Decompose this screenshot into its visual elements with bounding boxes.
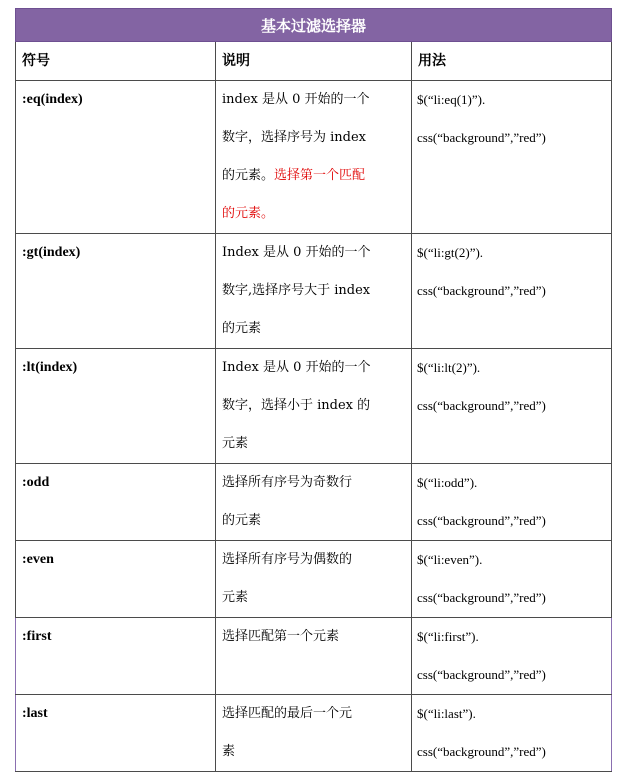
usage-line: $(“li:even”). [417, 552, 483, 567]
description-line: index 是从 0 开始的一个 [222, 92, 370, 107]
description-line: 数字,选择序号大于 index [222, 283, 371, 298]
description-cell [216, 234, 412, 349]
header-row [16, 42, 612, 81]
description-cell [216, 464, 412, 541]
usage-line: $(“li:lt(2)”). [417, 360, 481, 375]
usage-line: css(“background”,”red”) [417, 283, 546, 298]
table-row [16, 541, 612, 618]
usage-cell [412, 618, 612, 695]
usage-line: css(“background”,”red”) [417, 513, 546, 528]
symbol-cell: :last [16, 695, 216, 772]
description-line: 数字，选择序号为 index [222, 130, 367, 145]
description-line: Index 是从 0 开始的一个 [222, 245, 371, 260]
description-cell [216, 81, 412, 234]
table-row [16, 81, 612, 234]
header-description: 说明 [216, 42, 412, 81]
description-line: 选择匹配的最后一个元 [222, 706, 353, 721]
table-row [16, 349, 612, 464]
usage-line: $(“li:eq(1)”). [417, 92, 486, 107]
table-row [16, 464, 612, 541]
description-cell [216, 695, 412, 772]
description-line: 选择所有序号为偶数的 [222, 552, 353, 567]
description-line [222, 157, 407, 195]
symbol-cell: :gt(index) [16, 234, 216, 349]
description-line: 的元素 [222, 321, 262, 336]
description-line: 元素 [222, 436, 249, 451]
highlight-line: 的元素。 [222, 206, 275, 221]
description-cell [216, 618, 412, 695]
usage-line: css(“background”,”red”) [417, 398, 546, 413]
description-cell [216, 349, 412, 464]
usage-line: css(“background”,”red”) [417, 667, 546, 682]
table-row [16, 618, 612, 695]
usage-line: $(“li:odd”). [417, 475, 478, 490]
header-usage: 用法 [412, 42, 612, 81]
filter-selector-table [15, 8, 612, 772]
usage-cell [412, 349, 612, 464]
usage-line: $(“li:last”). [417, 706, 476, 721]
usage-cell [412, 464, 612, 541]
description-cell [216, 541, 412, 618]
usage-line: $(“li:gt(2)”). [417, 245, 484, 260]
header-symbol: 符号 [16, 42, 216, 81]
table-row [16, 234, 612, 349]
description-line: 的元素 [222, 513, 262, 528]
usage-cell [412, 695, 612, 772]
symbol-cell: :eq(index) [16, 81, 216, 234]
symbol-cell: :lt(index) [16, 349, 216, 464]
description-line: 选择所有序号为奇数行 [222, 475, 353, 490]
usage-cell [412, 541, 612, 618]
symbol-cell: :even [16, 541, 216, 618]
symbol-cell: :odd [16, 464, 216, 541]
usage-cell [412, 234, 612, 349]
description-line: 素 [222, 744, 236, 759]
usage-line: css(“background”,”red”) [417, 590, 546, 605]
highlight-text: 选择第一个匹配 [274, 168, 366, 183]
symbol-cell: :first [16, 618, 216, 695]
description-line: 选择匹配第一个元素 [222, 629, 340, 644]
usage-line: css(“background”,”red”) [417, 130, 546, 145]
usage-line: css(“background”,”red”) [417, 744, 546, 759]
description-line: Index 是从 0 开始的一个 [222, 360, 371, 375]
description-text: 的元素。 [222, 168, 275, 183]
filter-selector-table-wrapper [15, 8, 611, 772]
table-title: 基本过滤选择器 [16, 9, 612, 42]
usage-line: $(“li:first”). [417, 629, 479, 644]
usage-cell [412, 81, 612, 234]
description-line: 数字，选择小于 index 的 [222, 398, 371, 413]
description-line: 元素 [222, 590, 249, 605]
table-row [16, 695, 612, 772]
